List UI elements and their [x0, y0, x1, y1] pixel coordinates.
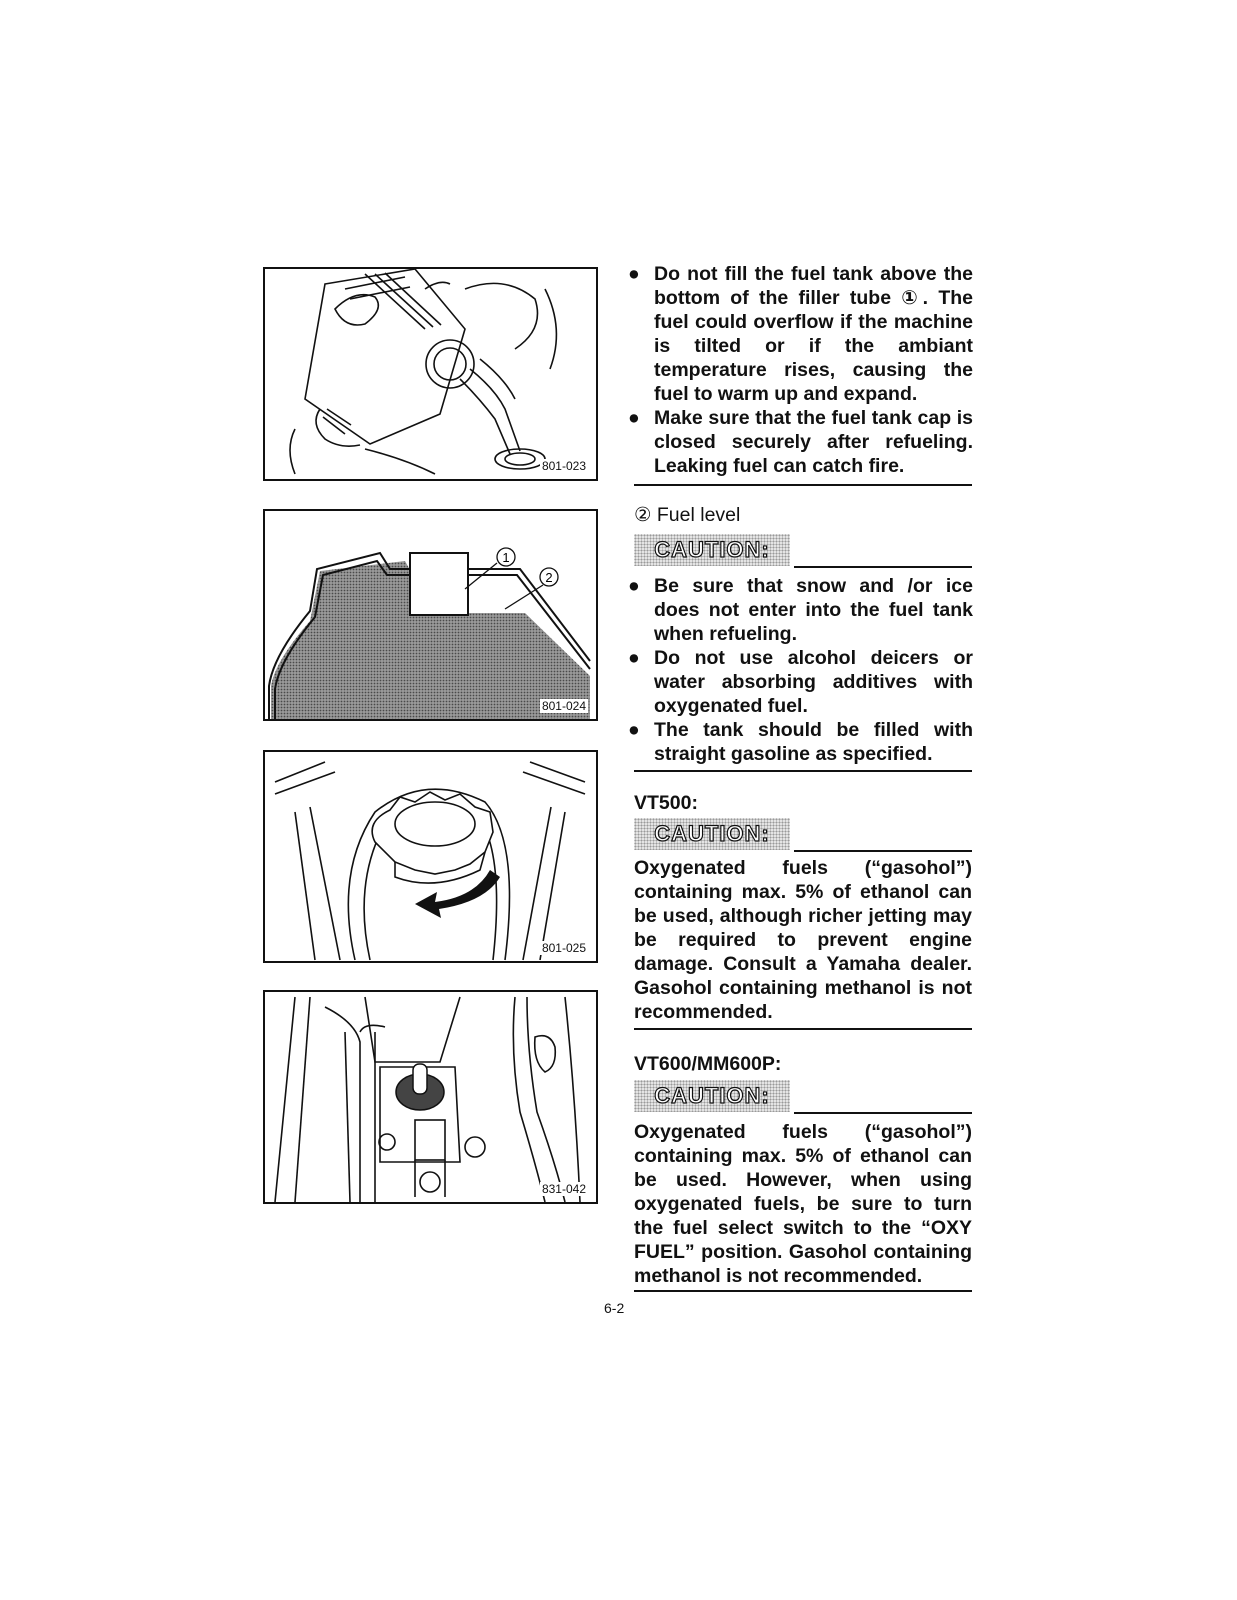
warning-list — [628, 262, 973, 482]
warning-bullet — [628, 406, 973, 478]
section-divider — [634, 770, 972, 772]
figure-code: 801-025 — [541, 941, 586, 955]
bullet-text: Do not fill the fuel tank above the bottom of the filler tube ①. The fuel could overflow if the machine is tilted or if the ambiant temperature rises, causing the fuel to warm up and expand. — [654, 263, 973, 405]
bullet-text: Be sure that snow and /or ice does not enter into the fuel tank when refueling. — [654, 575, 973, 645]
vt500-text: Oxygenated fuels (“gasohol”) containing max. 5% of ethanol can be used, although richer jetting may be required to prevent engine damage. Consult a Yamaha dealer. Gasohol containing methanol is not recommended. — [634, 857, 972, 1023]
bullet-marker: ● — [628, 575, 640, 597]
caution-label: CAUTION: — [634, 534, 790, 566]
page-number: 6-2 — [604, 1300, 625, 1316]
callout-2: 2 — [545, 570, 553, 585]
refueling-illustration — [265, 269, 596, 479]
fuel-switch-illustration — [265, 992, 596, 1202]
section-divider — [634, 1028, 972, 1030]
fuel-level-label: ② Fuel level — [634, 504, 741, 526]
bullet-marker: ● — [628, 263, 640, 285]
caution-header — [634, 1080, 972, 1114]
caution-label: CAUTION: — [634, 818, 790, 850]
caution-list — [628, 574, 973, 766]
figure-code: 801-024 — [541, 699, 586, 713]
fuel-cap-illustration — [265, 752, 596, 961]
caution-rule — [794, 1112, 972, 1114]
fuel-level-illustration — [265, 511, 596, 719]
bullet-marker: ● — [628, 407, 640, 429]
bullet-text: The tank should be filled with straight gasoline as specified. — [654, 719, 973, 765]
caution-header — [634, 534, 972, 568]
caution-bullet — [628, 646, 973, 718]
caution-bullet — [628, 718, 973, 766]
caution-label: CAUTION: — [634, 1080, 790, 1112]
figure-code: 801-023 — [541, 459, 586, 473]
figure-fuel-select-switch — [263, 990, 598, 1204]
figure-fuel-level — [263, 509, 598, 721]
callout-1: 1 — [502, 550, 510, 565]
bullet-text: Make sure that the fuel tank cap is closed securely after refueling. Leaking fuel can catch fire. — [654, 407, 973, 477]
vt600-text: Oxygenated fuels (“gasohol”) containing max. 5% of ethanol can be used. However, when using oxygenated fuels, be sure to turn the fuel select switch to the “OXY FUEL” position. Gasohol containing methanol is not recommended. — [634, 1121, 972, 1287]
bullet-marker: ● — [628, 647, 640, 669]
figure-code: 831-042 — [541, 1182, 586, 1196]
vt500-heading: VT500: — [634, 792, 698, 814]
caution-bullet — [628, 574, 973, 646]
bullet-text: Do not use alcohol deicers or water absorbing additives with oxygenated fuel. — [654, 647, 973, 717]
figure-refueling — [263, 267, 598, 481]
bullet-marker: ● — [628, 719, 640, 741]
caution-rule — [794, 850, 972, 852]
section-divider — [634, 1290, 972, 1292]
vt600-heading: VT600/MM600P: — [634, 1053, 782, 1075]
caution-header — [634, 818, 972, 852]
warning-bullet — [628, 262, 973, 406]
section-divider — [634, 484, 972, 486]
figure-fuel-cap — [263, 750, 598, 963]
caution-rule — [794, 566, 972, 568]
